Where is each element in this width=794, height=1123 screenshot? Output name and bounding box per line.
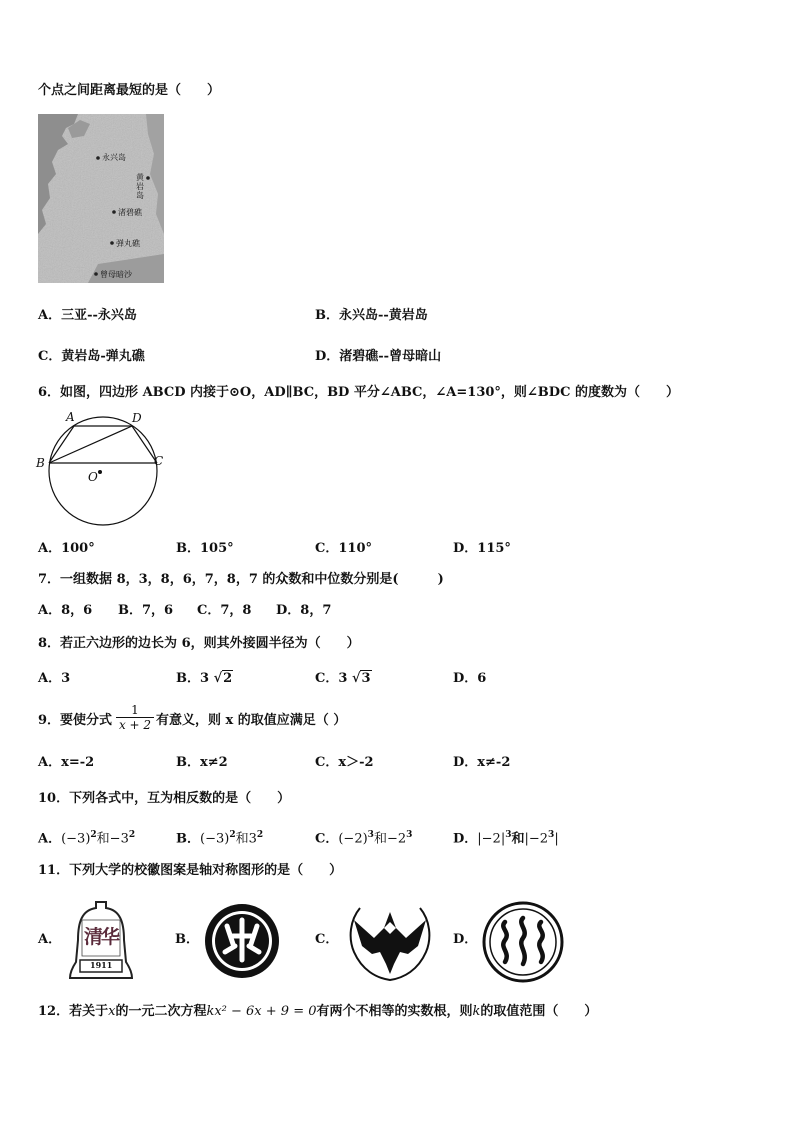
q5-option-c[interactable] xyxy=(38,349,145,365)
q5-option-b[interactable] xyxy=(315,308,428,324)
option-text: x≠-2 xyxy=(477,755,511,770)
q9-option-d[interactable] xyxy=(453,755,510,771)
option-letter: C． xyxy=(197,603,221,618)
sqrt-symbol: √2 xyxy=(213,671,233,686)
q11-option-a-letter[interactable]: A． xyxy=(38,932,62,947)
option-letter: C． xyxy=(315,755,339,770)
option-letter: A． xyxy=(38,541,62,556)
peking-badge-icon xyxy=(203,902,281,980)
q11-option-c-letter[interactable]: C． xyxy=(315,932,339,947)
q11-option-d-letter[interactable]: D． xyxy=(453,932,478,947)
q7-option-a[interactable] xyxy=(38,603,92,619)
q9-fraction xyxy=(116,703,154,733)
exp-a: 2 xyxy=(229,830,236,840)
option-text: 8，6 xyxy=(61,603,93,618)
dot-zengmu xyxy=(94,272,98,276)
option-letter: A． xyxy=(38,308,62,323)
q12-stem-mid: 的一元二次方程 xyxy=(115,1004,207,1019)
q6-option-a[interactable] xyxy=(38,541,95,557)
badge-tsinghua[interactable] xyxy=(66,900,136,984)
option-letter: D． xyxy=(453,831,478,847)
option-letter: B． xyxy=(118,603,142,618)
option-letter: A． xyxy=(38,755,62,770)
expr-b: |−2 xyxy=(524,831,549,847)
q5-stem: 个点之间距离最短的是（ ） xyxy=(38,83,221,98)
map-figure xyxy=(38,114,164,283)
q9-option-c[interactable] xyxy=(315,755,374,771)
option-letter: D． xyxy=(453,671,478,686)
q7-option-d[interactable] xyxy=(276,603,331,619)
exp-b: 2 xyxy=(256,830,264,840)
option-letter: A． xyxy=(38,831,62,847)
q12-stem-post: 的取值范围（ ） xyxy=(480,1004,598,1019)
eagle-badge-icon xyxy=(344,898,436,982)
badge-peking[interactable] xyxy=(203,902,281,980)
option-letter: D． xyxy=(315,349,340,364)
option-letter: A． xyxy=(38,671,62,686)
expr-a: (−2) xyxy=(338,831,368,847)
expr-mid: 和−2 xyxy=(373,831,407,847)
q10-option-d[interactable] xyxy=(453,827,559,847)
label-o: O xyxy=(88,470,98,484)
expr-mid: 和3 xyxy=(235,831,257,847)
option-text: 3 xyxy=(61,671,71,686)
q6-option-d[interactable] xyxy=(453,541,511,557)
q6-option-c[interactable] xyxy=(315,541,372,557)
q9-option-a[interactable] xyxy=(38,755,94,771)
radicand: 3 xyxy=(361,671,371,686)
map-label-zhubi: 渚碧礁 xyxy=(118,208,142,217)
option-letter: B． xyxy=(315,308,339,323)
option-letter: D． xyxy=(453,755,478,770)
q10-option-b[interactable] xyxy=(176,827,263,847)
q7-option-c[interactable] xyxy=(197,603,251,619)
q7-stem: 7．一组数据 8，3，8，6，7，8，7 的众数和中位数分别是( ) xyxy=(38,572,444,587)
q12-stem-pre: 12．若关于 xyxy=(38,1004,109,1019)
option-letter: C． xyxy=(38,349,62,364)
option-text: x≠2 xyxy=(200,755,228,770)
exp-a: 3 xyxy=(505,830,512,840)
dot-yongxing xyxy=(96,156,100,160)
option-text: 黄岩岛-弹丸礁 xyxy=(61,349,145,364)
waves-badge-icon xyxy=(481,900,565,984)
map-label-huangyan: 黄岩岛 xyxy=(136,173,144,200)
option-text: 永兴岛--黄岩岛 xyxy=(339,308,428,323)
label-c: C xyxy=(154,454,164,468)
badge-waves[interactable] xyxy=(481,900,565,984)
option-text: 7，6 xyxy=(142,603,174,618)
q12-stem-mid2: 有两个不相等的实数根，则 xyxy=(316,1004,473,1019)
option-letter: D． xyxy=(453,541,478,556)
expr-a: |−2| xyxy=(477,831,506,847)
q6-option-b[interactable] xyxy=(176,541,234,557)
option-letter: C． xyxy=(315,671,339,686)
exp-b: 2 xyxy=(128,830,136,840)
q8-stem: 8．若正六边形的边长为 6，则其外接圆半径为（ ） xyxy=(38,636,360,651)
exp-a: 3 xyxy=(367,830,374,840)
q7-option-b[interactable] xyxy=(118,603,173,619)
option-text: 8，7 xyxy=(300,603,332,618)
q9-stem-pre: 9．要使分式 xyxy=(38,713,113,728)
q8-option-b[interactable] xyxy=(176,671,233,687)
badge-eagle[interactable] xyxy=(344,898,436,982)
option-coef: 3 xyxy=(200,671,210,686)
q12-equation: kx² − 6x + 9 = 0 xyxy=(206,1004,317,1019)
dot-zhubi xyxy=(112,210,116,214)
label-d: D xyxy=(132,411,142,425)
q12-var-k: k xyxy=(472,1004,481,1019)
option-letter: B． xyxy=(176,671,200,686)
q8-option-d[interactable] xyxy=(453,671,486,687)
option-text: 7，8 xyxy=(220,603,252,618)
q8-option-c[interactable] xyxy=(315,671,372,687)
map-label-zengmu: 曾母暗沙 xyxy=(100,270,132,279)
option-letter: B． xyxy=(176,831,200,847)
option-letter: C． xyxy=(315,831,339,847)
q9-stem-post: 有意义，则 x 的取值应满足（ ） xyxy=(156,713,347,728)
option-text: x＞-2 xyxy=(338,755,374,770)
option-text: x=-2 xyxy=(61,755,95,770)
q5-option-d[interactable] xyxy=(315,349,441,365)
option-text: 105° xyxy=(200,541,234,556)
option-text: 100° xyxy=(61,541,95,556)
radicand: 2 xyxy=(223,671,233,686)
q9-option-b[interactable] xyxy=(176,755,228,771)
expr-mid: 和 xyxy=(511,831,525,847)
q5-option-a[interactable] xyxy=(38,308,137,324)
q11-stem: 11．下列大学的校徽图案是轴对称图形的是（ ） xyxy=(38,863,343,878)
option-coef: 3 xyxy=(338,671,348,686)
frac-numerator: 1 xyxy=(131,703,139,717)
expr-mid: 和−3 xyxy=(96,831,129,847)
exp-b: 3 xyxy=(406,830,413,840)
sqrt-symbol: √3 xyxy=(351,671,371,686)
q12-var-x: x xyxy=(108,1004,116,1019)
option-text: 三亚--永兴岛 xyxy=(61,308,137,323)
map-label-danwan: 弹丸礁 xyxy=(116,239,140,248)
q6-stem: 6．如图，四边形 ABCD 内接于⊙O，AD∥BC，BD 平分∠ABC，∠A=130°，则∠BDC 的度数为（ ） xyxy=(38,385,679,400)
badge-chars: 清华 xyxy=(84,926,119,948)
badge-year: 1911 xyxy=(90,960,113,970)
option-text: 渚碧礁--曾母暗山 xyxy=(339,349,442,364)
q8-option-a[interactable] xyxy=(38,671,70,687)
expr-b-end: | xyxy=(554,831,559,847)
q10-option-c[interactable] xyxy=(315,827,412,847)
option-letter: B． xyxy=(176,755,200,770)
option-letter: C． xyxy=(315,541,339,556)
option-text: 6 xyxy=(477,671,487,686)
frac-denominator: x + 2 xyxy=(116,717,154,733)
q11-option-b-letter[interactable]: B． xyxy=(175,932,199,947)
q12-stem xyxy=(38,1004,597,1020)
option-text: 115° xyxy=(477,541,511,556)
q10-option-a[interactable] xyxy=(38,827,135,847)
option-letter: B． xyxy=(176,541,200,556)
option-letter: A． xyxy=(38,603,62,618)
option-letter: D． xyxy=(276,603,301,618)
label-a: A xyxy=(66,410,75,424)
exp-b: 3 xyxy=(548,830,555,840)
map-label-yongxing: 永兴岛 xyxy=(102,153,126,162)
label-b: B xyxy=(36,456,45,470)
exp-a: 2 xyxy=(90,830,97,840)
dot-danwan xyxy=(110,241,114,245)
circle-o xyxy=(49,417,157,525)
option-text: 110° xyxy=(338,541,372,556)
expr-a: (−3) xyxy=(200,831,230,847)
q6-circle-figure xyxy=(36,410,170,526)
expr-a: (−3) xyxy=(61,831,91,847)
center-o xyxy=(98,470,102,474)
circle-svg xyxy=(36,410,170,526)
q10-stem: 10．下列各式中，互为相反数的是（ ） xyxy=(38,791,291,806)
